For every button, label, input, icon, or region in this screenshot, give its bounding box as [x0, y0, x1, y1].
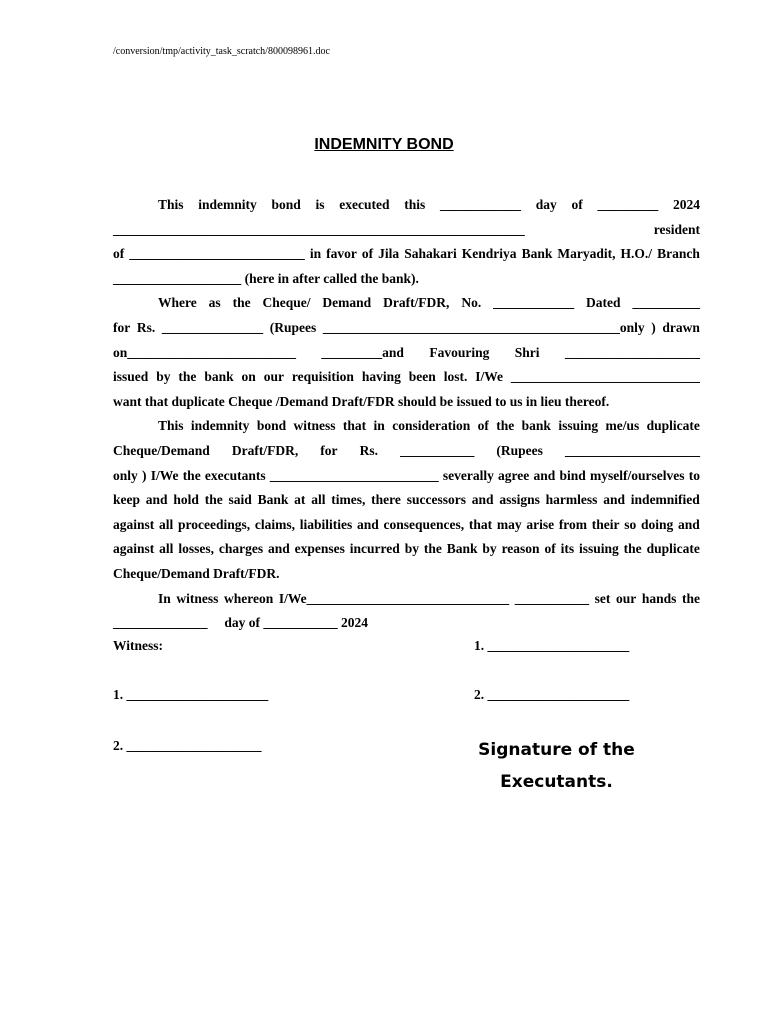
word: its — [560, 541, 575, 557]
paragraph-1-line-4: ___________________ (here in after called the bank). — [113, 270, 419, 286]
paragraph-3-line-4 — [113, 488, 700, 513]
paragraph-4-line-1 — [113, 587, 700, 612]
word: and — [603, 492, 625, 508]
word: arise — [526, 516, 555, 532]
word: Dated — [586, 295, 621, 311]
word: and — [145, 492, 168, 508]
word: 2024 — [672, 197, 700, 212]
word: for — [113, 319, 131, 335]
paragraph-2-line-2 — [113, 316, 700, 341]
word: incurred — [349, 541, 400, 557]
word: the — [496, 418, 515, 434]
word: bank — [521, 418, 551, 434]
paragraph-3-line-3 — [113, 464, 700, 489]
word: of — [477, 418, 489, 434]
word: day — [535, 197, 557, 212]
word: may — [496, 516, 522, 532]
word: lost. — [443, 369, 468, 385]
word: that — [342, 418, 367, 434]
word: the — [204, 492, 223, 508]
word: ___________ — [514, 590, 589, 606]
word: of — [361, 246, 374, 262]
word: so — [624, 516, 637, 532]
word: ___________ — [400, 442, 475, 458]
word: doing — [641, 516, 674, 532]
word: and — [471, 492, 494, 508]
word: severally — [442, 467, 494, 483]
word: by — [404, 541, 419, 557]
word: and — [356, 516, 379, 532]
word: I/We______________________________ — [278, 590, 510, 606]
witness-label: Witness: — [113, 638, 164, 653]
witness-signature-1: 1. _____________________ — [113, 687, 269, 702]
word: bank — [204, 369, 234, 385]
word: __________________________ — [129, 246, 305, 262]
executant-signature-1: 1. _____________________ — [474, 638, 630, 653]
word: issued — [113, 369, 149, 385]
witness-signature-2: 2. ____________________ — [113, 738, 262, 753]
word: on_________________________ — [113, 344, 297, 360]
word: our — [615, 590, 637, 606]
word: set — [594, 590, 611, 606]
word: expenses — [294, 541, 345, 557]
word: favor — [326, 246, 357, 262]
word: their — [591, 516, 620, 532]
word: the — [232, 295, 251, 311]
word: hold — [173, 492, 199, 508]
word: all — [159, 516, 174, 532]
word: duplicate — [646, 541, 700, 557]
paragraph-3-line-2 — [113, 439, 700, 464]
word: ) — [651, 319, 656, 335]
word: the — [623, 541, 642, 557]
word: H.O./ — [620, 246, 653, 262]
word: In — [158, 590, 171, 606]
word: drawn — [662, 319, 700, 335]
word: This — [158, 197, 184, 212]
word: ____________________ — [564, 442, 700, 458]
paragraph-2-line-5: want that duplicate Cheque /Demand Draft/FDR should be issued to us in lieu thereof. — [113, 393, 610, 409]
word: the — [182, 467, 201, 483]
word: proceedings, — [178, 516, 251, 532]
word: _______________ — [161, 319, 264, 335]
word: this — [404, 197, 426, 212]
paragraph-4-line-2: ______________ day of ___________ 2024 — [113, 615, 369, 631]
word: by — [156, 369, 171, 385]
word: against — [113, 516, 155, 532]
word: issuing — [579, 541, 619, 557]
paragraph-3-line-1 — [113, 414, 700, 439]
word: from — [558, 516, 588, 532]
word: Favouring — [429, 344, 490, 360]
word: I/We — [475, 369, 503, 385]
word: duplicate — [646, 418, 700, 434]
word: on — [241, 369, 256, 385]
word: ____________ — [440, 197, 521, 212]
word: times, — [331, 492, 366, 508]
word: Cheque/ — [262, 295, 311, 311]
document-title: INDEMNITY BOND — [314, 136, 454, 153]
paragraph-3-line-6 — [113, 537, 700, 562]
word: that — [468, 516, 493, 532]
word: liabilities — [299, 516, 353, 532]
word: keep — [113, 492, 140, 508]
paragraph-1-line-3 — [113, 242, 700, 267]
word: ____________________________________________only — [322, 319, 645, 335]
word: (Rupees — [269, 319, 317, 335]
word: requisition — [291, 369, 354, 385]
word: __________ — [632, 295, 700, 311]
signature-caption: Signature of the Executants. — [478, 740, 635, 792]
word: Kendriya — [461, 246, 517, 262]
word: No. — [461, 295, 482, 311]
word: myself/ourselves — [590, 467, 685, 483]
word: bond — [271, 197, 301, 212]
word: successors — [406, 492, 466, 508]
resident-label: resident — [653, 221, 700, 237]
paragraph-2-line-3 — [113, 341, 700, 366]
word: Branch — [657, 246, 700, 262]
word: _________ — [597, 197, 659, 212]
word: bond — [256, 418, 287, 434]
paragraph-3-line-5 — [113, 513, 700, 538]
word: consideration — [392, 418, 471, 434]
word: executed — [339, 197, 390, 212]
word: witness — [176, 590, 219, 606]
word: reason — [501, 541, 540, 557]
paragraph-1-line-1 — [113, 193, 700, 218]
word: indemnified — [630, 492, 700, 508]
word: said — [228, 492, 252, 508]
word: to — [688, 467, 700, 483]
word: claims, — [254, 516, 295, 532]
word: for — [320, 442, 338, 458]
word: ____________ — [493, 295, 575, 311]
word: I/We — [150, 467, 179, 483]
word: of — [113, 246, 125, 262]
paragraph-2-line-1 — [113, 291, 700, 316]
word: Demand — [322, 295, 372, 311]
word: Cheque/Demand — [113, 442, 210, 458]
word: Bank — [257, 492, 289, 508]
word: Shri — [514, 344, 540, 360]
word: Where — [158, 295, 197, 311]
word: _________________________ — [269, 467, 439, 483]
word: executants — [204, 467, 266, 483]
word: Bank — [446, 541, 478, 557]
word: issuing — [558, 418, 599, 434]
word: all — [159, 541, 174, 557]
word: _________and — [321, 344, 404, 360]
word: Draft/FDR, — [383, 295, 450, 311]
word: against — [113, 541, 155, 557]
word: indemnity — [198, 197, 257, 212]
word: all — [311, 492, 326, 508]
word: Sahakari — [404, 246, 457, 262]
word: charges — [218, 541, 264, 557]
word: assigns — [499, 492, 540, 508]
word: in — [373, 418, 385, 434]
word: Jila — [378, 246, 400, 262]
word: ) — [141, 467, 147, 483]
word: losses, — [178, 541, 214, 557]
word: bind — [559, 467, 586, 483]
word: agree — [498, 467, 530, 483]
word: of — [571, 197, 583, 212]
word: at — [294, 492, 306, 508]
paragraph-1-line-2 — [113, 218, 700, 243]
word: of — [544, 541, 556, 557]
word: witness — [293, 418, 336, 434]
word: in — [309, 246, 322, 262]
paragraph-2-line-4 — [113, 365, 700, 390]
word: harmless — [545, 492, 598, 508]
word: Bank — [521, 246, 553, 262]
word: ____________________________ — [510, 369, 700, 385]
executant-signature-2: 2. _____________________ — [474, 687, 630, 702]
word: there — [371, 492, 401, 508]
word: the — [178, 369, 197, 385]
word: as — [208, 295, 221, 311]
word: ____________________ — [564, 344, 700, 360]
document-file-path: /conversion/tmp/activity_task_scratch/800098961.doc — [113, 46, 330, 57]
word: is — [315, 197, 325, 212]
word: Rs. — [359, 442, 378, 458]
word: our — [263, 369, 284, 385]
word: consequences, — [383, 516, 465, 532]
word: and — [678, 516, 700, 532]
paragraph-3-line-7: Cheque/Demand Draft/FDR. — [113, 565, 280, 581]
word: been — [408, 369, 436, 385]
resident-blank: _____________________________________________________________ — [113, 221, 525, 237]
word: Rs. — [136, 319, 156, 335]
word: indemnity — [190, 418, 250, 434]
word: This — [158, 418, 184, 434]
word: Draft/FDR, — [231, 442, 299, 458]
word: having — [361, 369, 401, 385]
word: hands — [641, 590, 677, 606]
word: by — [482, 541, 497, 557]
word: only — [113, 467, 138, 483]
document-body — [113, 193, 700, 636]
word: and — [533, 467, 556, 483]
word: me/us — [605, 418, 640, 434]
word: the — [681, 590, 700, 606]
word: whereon — [224, 590, 274, 606]
word: and — [267, 541, 290, 557]
word: Maryadit, — [557, 246, 616, 262]
word: the — [423, 541, 442, 557]
word: (Rupees — [496, 442, 543, 458]
